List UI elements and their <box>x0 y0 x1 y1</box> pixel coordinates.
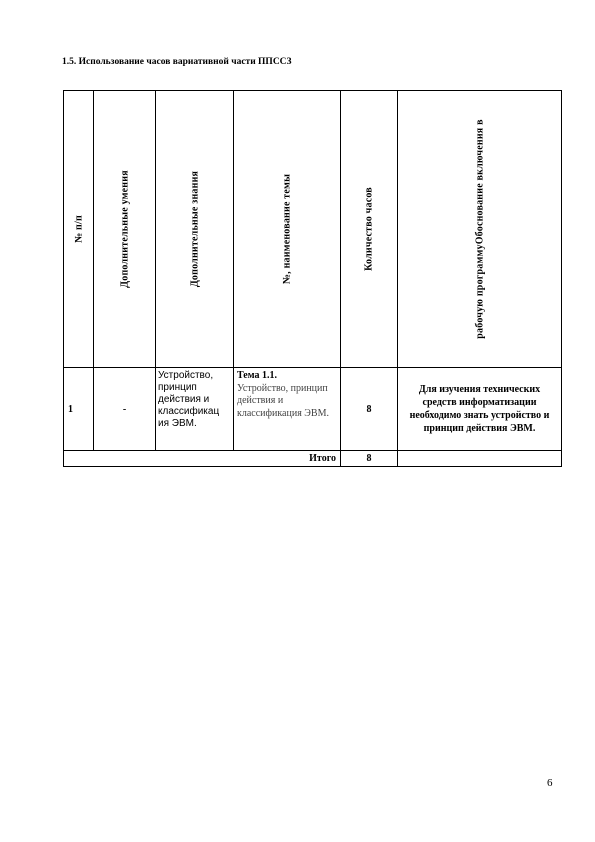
section-heading: 1.5. Использование часов вариативной части ППССЗ <box>62 57 292 67</box>
table-header-row <box>64 91 562 368</box>
header-hours: Количество часов <box>363 187 375 271</box>
header-skills-cell <box>94 91 156 368</box>
total-label: Итого <box>64 451 341 467</box>
header-theme-cell <box>234 91 341 368</box>
header-num: № п/п <box>73 215 84 243</box>
row-hours: 8 <box>341 368 398 451</box>
header-hours-cell <box>341 91 398 368</box>
header-skills: Дополнительные умения <box>119 170 130 288</box>
table-row <box>64 368 562 451</box>
row-skills: - <box>94 368 156 451</box>
header-knowledge-cell <box>156 91 234 368</box>
row-num: 1 <box>64 368 94 451</box>
total-empty-cell <box>398 451 562 467</box>
total-row <box>64 451 562 467</box>
header-reason-cell <box>398 91 562 368</box>
total-value: 8 <box>341 451 398 467</box>
hours-table <box>63 90 562 467</box>
page-number: 6 <box>547 777 553 789</box>
header-knowledge: Дополнительные знания <box>189 170 200 288</box>
row-knowledge: Устройство, принцип действия и классификац ия ЭВМ. <box>156 368 234 451</box>
header-theme: №, наименование темы <box>281 173 293 285</box>
header-reason: рабочую программуОбоснование включения в <box>474 119 485 339</box>
header-num-cell <box>64 91 94 368</box>
theme-title: Тема 1.1. <box>237 370 277 381</box>
theme-text: Устройство, принцип действия и классификация ЭВМ. <box>237 382 329 419</box>
row-reason: Для изучения технических средств информатизации необходимо знать устройство и принцип действия ЭВМ. <box>398 368 562 451</box>
row-theme <box>234 368 341 451</box>
